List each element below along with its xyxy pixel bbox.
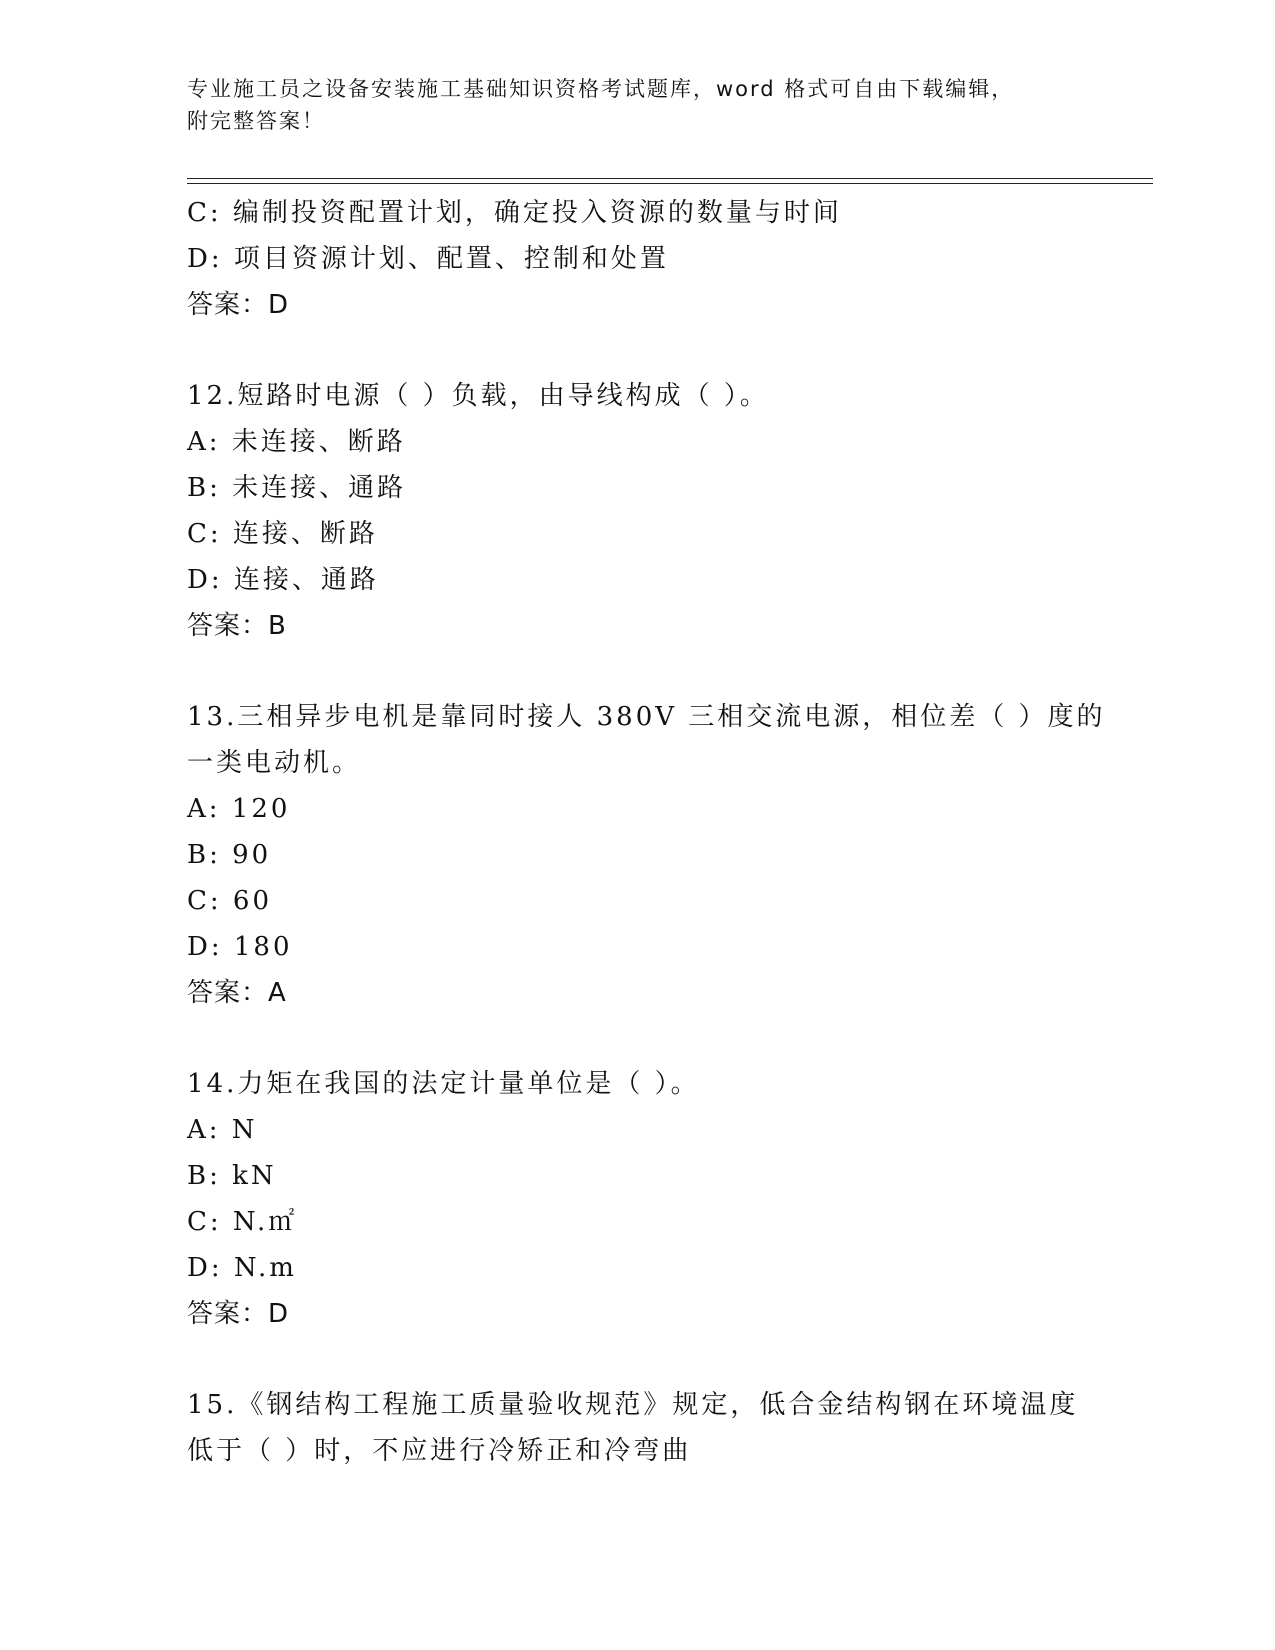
- answer-line: 答案：D: [187, 290, 290, 320]
- header-line-2: 附完整答案！: [187, 109, 325, 133]
- spacer: [187, 1337, 1087, 1382]
- question-stem-continued: 低于（ ）时，不应进行冷矫正和冷弯曲: [187, 1436, 692, 1466]
- question-content: [187, 190, 1106, 1474]
- question-stem: 14.力矩在我国的法定计量单位是（ ）。: [187, 1069, 700, 1099]
- question-11: [187, 190, 1087, 328]
- option-c: C: 60: [187, 886, 273, 916]
- header-divider-bottom: [187, 183, 1153, 184]
- option-a: A: 120: [187, 794, 291, 824]
- document-header: [187, 73, 1087, 137]
- question-15: [187, 1382, 1087, 1474]
- question-stem: 12.短路时电源（ ）负载，由导线构成（ ）。: [187, 381, 769, 411]
- question-14: [187, 1061, 1087, 1337]
- option-c: C: 编制投资配置计划，确定投入资源的数量与时间: [187, 198, 842, 228]
- option-a: A: N: [187, 1115, 258, 1145]
- option-c: C: 连接、断路: [187, 519, 378, 549]
- option-d: D: 180: [187, 932, 293, 962]
- option-b: B: 90: [187, 840, 272, 870]
- option-b: B: kN: [187, 1161, 277, 1191]
- answer-line: 答案：B: [187, 611, 287, 641]
- spacer: [187, 328, 1087, 373]
- option-d: D: 连接、通路: [187, 565, 379, 595]
- spacer: [187, 649, 1087, 694]
- option-d: D: 项目资源计划、配置、控制和处置: [187, 244, 669, 274]
- question-12: [187, 373, 1087, 649]
- question-stem: 13.三相异步电机是靠同时接人 380V 三相交流电源，相位差（ ）度的: [187, 702, 1106, 732]
- answer-line: 答案：D: [187, 1299, 290, 1329]
- question-13: [187, 694, 1106, 1016]
- option-c: C: N.㎡: [187, 1207, 298, 1237]
- option-d: D: N.m: [187, 1253, 297, 1283]
- answer-line: 答案：A: [187, 978, 287, 1008]
- option-a: A: 未连接、断路: [187, 427, 406, 457]
- question-stem: 15.《钢结构工程施工质量验收规范》规定，低合金结构钢在环境温度: [187, 1390, 1079, 1420]
- option-b: B: 未连接、通路: [187, 473, 407, 503]
- header-divider-top: [187, 178, 1153, 179]
- question-stem-continued: 一类电动机。: [187, 748, 362, 778]
- spacer: [187, 1016, 1087, 1061]
- header-line-1: 专业施工员之设备安装施工基础知识资格考试题库，word 格式可自由下载编辑，: [187, 77, 1015, 101]
